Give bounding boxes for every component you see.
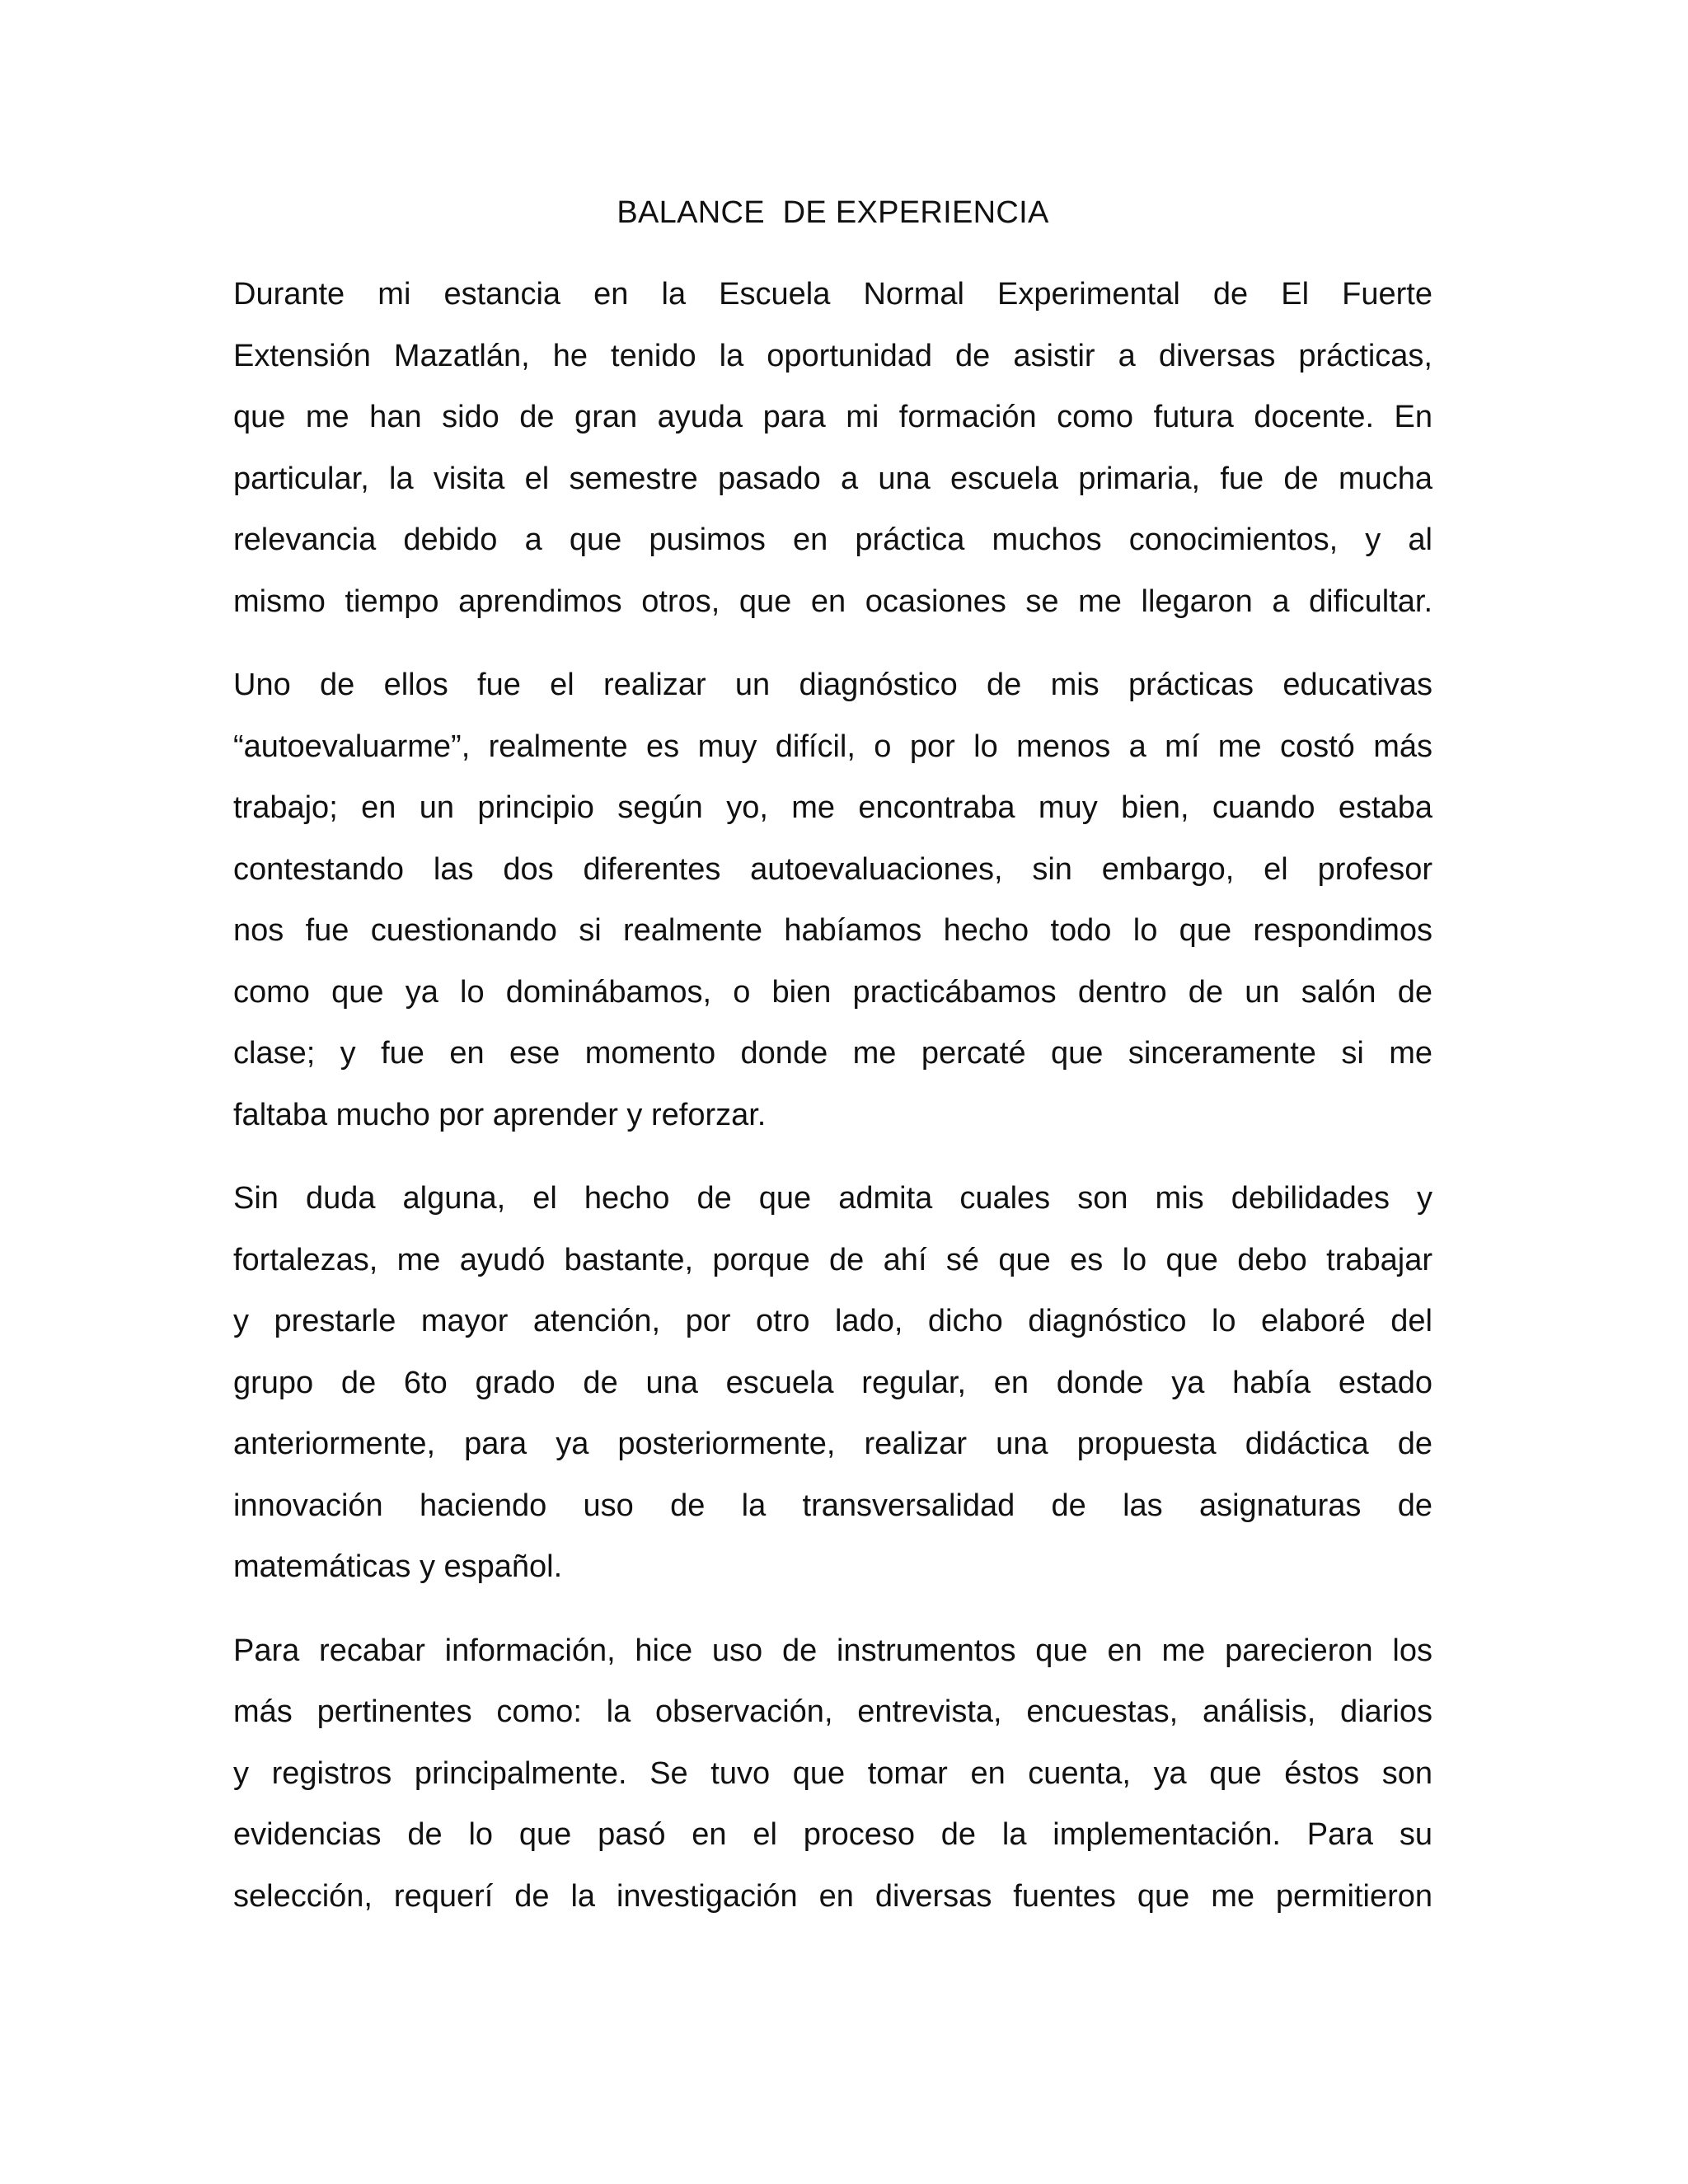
paragraph-line: Para recabar información, hice uso de instrumentos que en me parecieron los	[233, 1633, 1432, 1668]
paragraph-line: innovación haciendo uso de la transversalidad de las asignaturas de	[233, 1488, 1432, 1523]
paragraph-line: faltaba mucho por aprender y reforzar.	[233, 1097, 767, 1132]
paragraph-line: particular, la visita el semestre pasado a una escuela primaria, fue de mucha	[233, 461, 1432, 496]
paragraph-3	[233, 1168, 1432, 1598]
document-title: BALANCE DE EXPERIENCIA	[617, 195, 1049, 230]
paragraph-line: relevancia debido a que pusimos en práctica muchos conocimientos, y al	[233, 523, 1432, 557]
paragraph-line: nos fue cuestionando si realmente habíamos hecho todo lo que respondimos	[233, 913, 1432, 948]
paragraph-line: mismo tiempo aprendimos otros, que en ocasiones se me llegaron a dificultar.	[233, 583, 1432, 619]
paragraph-line: y registros principalmente. Se tuvo que tomar en cuenta, ya que éstos son	[233, 1755, 1432, 1791]
paragraph-line: que me han sido de gran ayuda para mi formación como futura docente. En	[233, 400, 1432, 434]
paragraph-line: “autoevaluarme”, realmente es muy difícil, o por lo menos a mí me costó más	[233, 729, 1432, 764]
paragraph-line: clase; y fue en ese momento donde me percaté que sinceramente si me	[233, 1036, 1432, 1071]
paragraph-1	[233, 264, 1432, 632]
paragraph-line: anteriormente, para ya posteriormente, realizar una propuesta didáctica de	[233, 1427, 1432, 1461]
paragraph-line: fortalezas, me ayudó bastante, porque de ahí sé que es lo que debo trabajar	[233, 1242, 1432, 1277]
paragraph-line: como que ya lo dominábamos, o bien practicábamos dentro de un salón de	[233, 974, 1432, 1010]
paragraph-line: Extensión Mazatlán, he tenido la oportunidad de asistir a diversas prácticas,	[233, 338, 1432, 373]
document-body	[233, 188, 1432, 1927]
paragraph-line: Durante mi estancia en la Escuela Normal Experimental de El Fuerte	[233, 277, 1432, 312]
paragraph-4	[233, 1620, 1432, 1928]
paragraph-line: y prestarle mayor atención, por otro lado, dicho diagnóstico lo elaboré del	[233, 1304, 1432, 1338]
paragraph-line: grupo de 6to grado de una escuela regular, en donde ya había estado	[233, 1365, 1432, 1400]
paragraph-line: selección, requerí de la investigación en diversas fuentes que me permitieron	[233, 1878, 1432, 1914]
paragraph-2	[233, 654, 1432, 1146]
paragraph-line: contestando las dos diferentes autoevaluaciones, sin embargo, el profesor	[233, 851, 1432, 887]
paragraph-line: matemáticas y español.	[233, 1549, 563, 1584]
paragraph-line: más pertinentes como: la observación, entrevista, encuestas, análisis, diarios	[233, 1694, 1432, 1729]
paragraph-line: Uno de ellos fue el realizar un diagnóstico de mis prácticas educativas	[233, 668, 1432, 702]
paragraph-line: Sin duda alguna, el hecho de que admita cuales son mis debilidades y	[233, 1181, 1432, 1216]
paragraph-line: trabajo; en un principio según yo, me encontraba muy bien, cuando estaba	[233, 790, 1432, 825]
paragraph-line: evidencias de lo que pasó en el proceso de la implementación. Para su	[233, 1817, 1432, 1852]
